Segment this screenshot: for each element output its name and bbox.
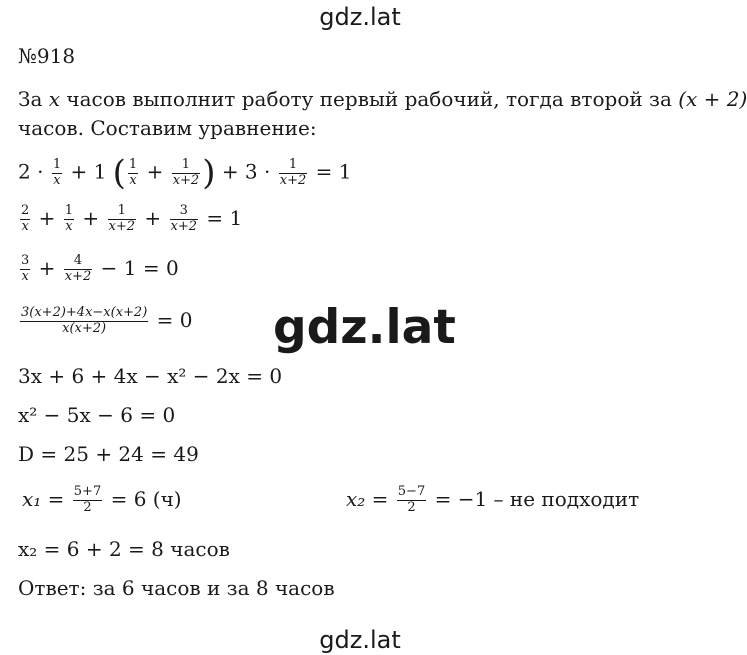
eq2-fraction bbox=[20, 204, 30, 235]
denominator: x(x+2) bbox=[62, 320, 107, 336]
eq1-fraction bbox=[172, 158, 201, 189]
numerator: 1 bbox=[128, 156, 138, 172]
eq3-fraction bbox=[64, 254, 93, 285]
eq3-term: + bbox=[38, 255, 56, 280]
numerator: 3 bbox=[170, 204, 199, 220]
eq3-term: − 1 = 0 bbox=[100, 255, 179, 280]
denominator: x+2 bbox=[170, 218, 198, 234]
eq1-term: + 1 bbox=[70, 159, 107, 184]
eq1-term: + 3 · bbox=[221, 159, 271, 184]
root1-lhs: x₁ = bbox=[22, 486, 65, 511]
eq1-term: = 1 bbox=[315, 159, 352, 184]
intro-text-b: часов выполнит работу первый рабочий, тогда второй за bbox=[60, 87, 679, 111]
eq2-term: + bbox=[82, 205, 100, 230]
root-2 bbox=[346, 485, 639, 516]
denominator: x+2 bbox=[172, 172, 200, 188]
eq4-fraction bbox=[20, 306, 148, 337]
root1-rhs: = 6 (ч) bbox=[110, 486, 182, 511]
denominator: x bbox=[129, 172, 137, 188]
intro-text-a: За bbox=[18, 87, 49, 111]
denominator: x bbox=[65, 218, 73, 234]
intro-line-1 bbox=[18, 89, 747, 109]
denominator: x+2 bbox=[108, 218, 136, 234]
equation-4 bbox=[18, 306, 192, 337]
numerator: 5+7 bbox=[73, 484, 102, 499]
numerator: 3 bbox=[21, 253, 30, 268]
denominator: x+2 bbox=[64, 268, 92, 284]
eq4-term: = 0 bbox=[156, 307, 193, 332]
equation-7: D = 25 + 24 = 49 bbox=[18, 442, 199, 466]
intro-expression: (x + 2) bbox=[678, 87, 747, 111]
denominator: x+2 bbox=[279, 172, 307, 188]
eq2-fraction bbox=[64, 204, 74, 235]
problem-number: №918 bbox=[18, 44, 76, 68]
eq1-term: 2 · bbox=[18, 159, 44, 184]
numerator: 4 bbox=[64, 254, 93, 270]
denominator: 2 bbox=[407, 499, 416, 515]
eq2-term: + bbox=[38, 205, 56, 230]
equation-8: x₂ = 6 + 2 = 8 часов bbox=[18, 537, 230, 561]
denominator: x bbox=[21, 268, 29, 284]
eq2-fraction bbox=[108, 204, 137, 235]
intro-variable: x bbox=[48, 87, 61, 111]
denominator: x bbox=[53, 172, 61, 188]
eq1-fraction bbox=[52, 158, 62, 189]
equation-6: x² − 5x − 6 = 0 bbox=[18, 403, 176, 427]
numerator: 1 bbox=[52, 156, 62, 172]
eq2-term: = 1 bbox=[206, 205, 243, 230]
eq2-term: + bbox=[144, 205, 162, 230]
root2-lhs: x₂ = bbox=[346, 486, 389, 511]
numerator: 5−7 bbox=[397, 484, 426, 499]
root2-rhs: = −1 – не подходит bbox=[434, 486, 640, 511]
equation-3 bbox=[18, 254, 179, 285]
denominator: 2 bbox=[83, 499, 92, 515]
watermark-bottom: gdz.lat bbox=[319, 626, 401, 654]
numerator: 3(x+2)+4x−x(x+2) bbox=[21, 305, 148, 320]
root-1 bbox=[22, 485, 182, 516]
numerator: 1 bbox=[172, 158, 201, 174]
answer: Ответ: за 6 часов и за 8 часов bbox=[18, 576, 335, 600]
numerator: 1 bbox=[279, 158, 308, 174]
equation-1 bbox=[18, 153, 352, 193]
numerator: 2 bbox=[21, 203, 30, 218]
numerator: 1 bbox=[108, 204, 137, 220]
denominator: x bbox=[21, 218, 29, 234]
eq2-fraction bbox=[170, 204, 199, 235]
watermark-middle: gdz.lat bbox=[273, 300, 456, 355]
equation-5: 3x + 6 + 4x − x² − 2x = 0 bbox=[18, 364, 283, 388]
eq1-fraction bbox=[128, 158, 138, 189]
numerator: 1 bbox=[64, 203, 74, 218]
intro-line-2: часов. Составим уравнение: bbox=[18, 116, 317, 140]
left-paren: ( bbox=[112, 153, 126, 193]
root1-fraction bbox=[73, 485, 102, 516]
eq1-term: + bbox=[146, 159, 164, 184]
right-paren: ) bbox=[202, 153, 216, 193]
watermark-top: gdz.lat bbox=[319, 3, 401, 31]
root2-fraction bbox=[397, 485, 426, 516]
equation-2 bbox=[18, 204, 242, 235]
eq1-fraction bbox=[279, 158, 308, 189]
eq3-fraction bbox=[20, 254, 30, 285]
